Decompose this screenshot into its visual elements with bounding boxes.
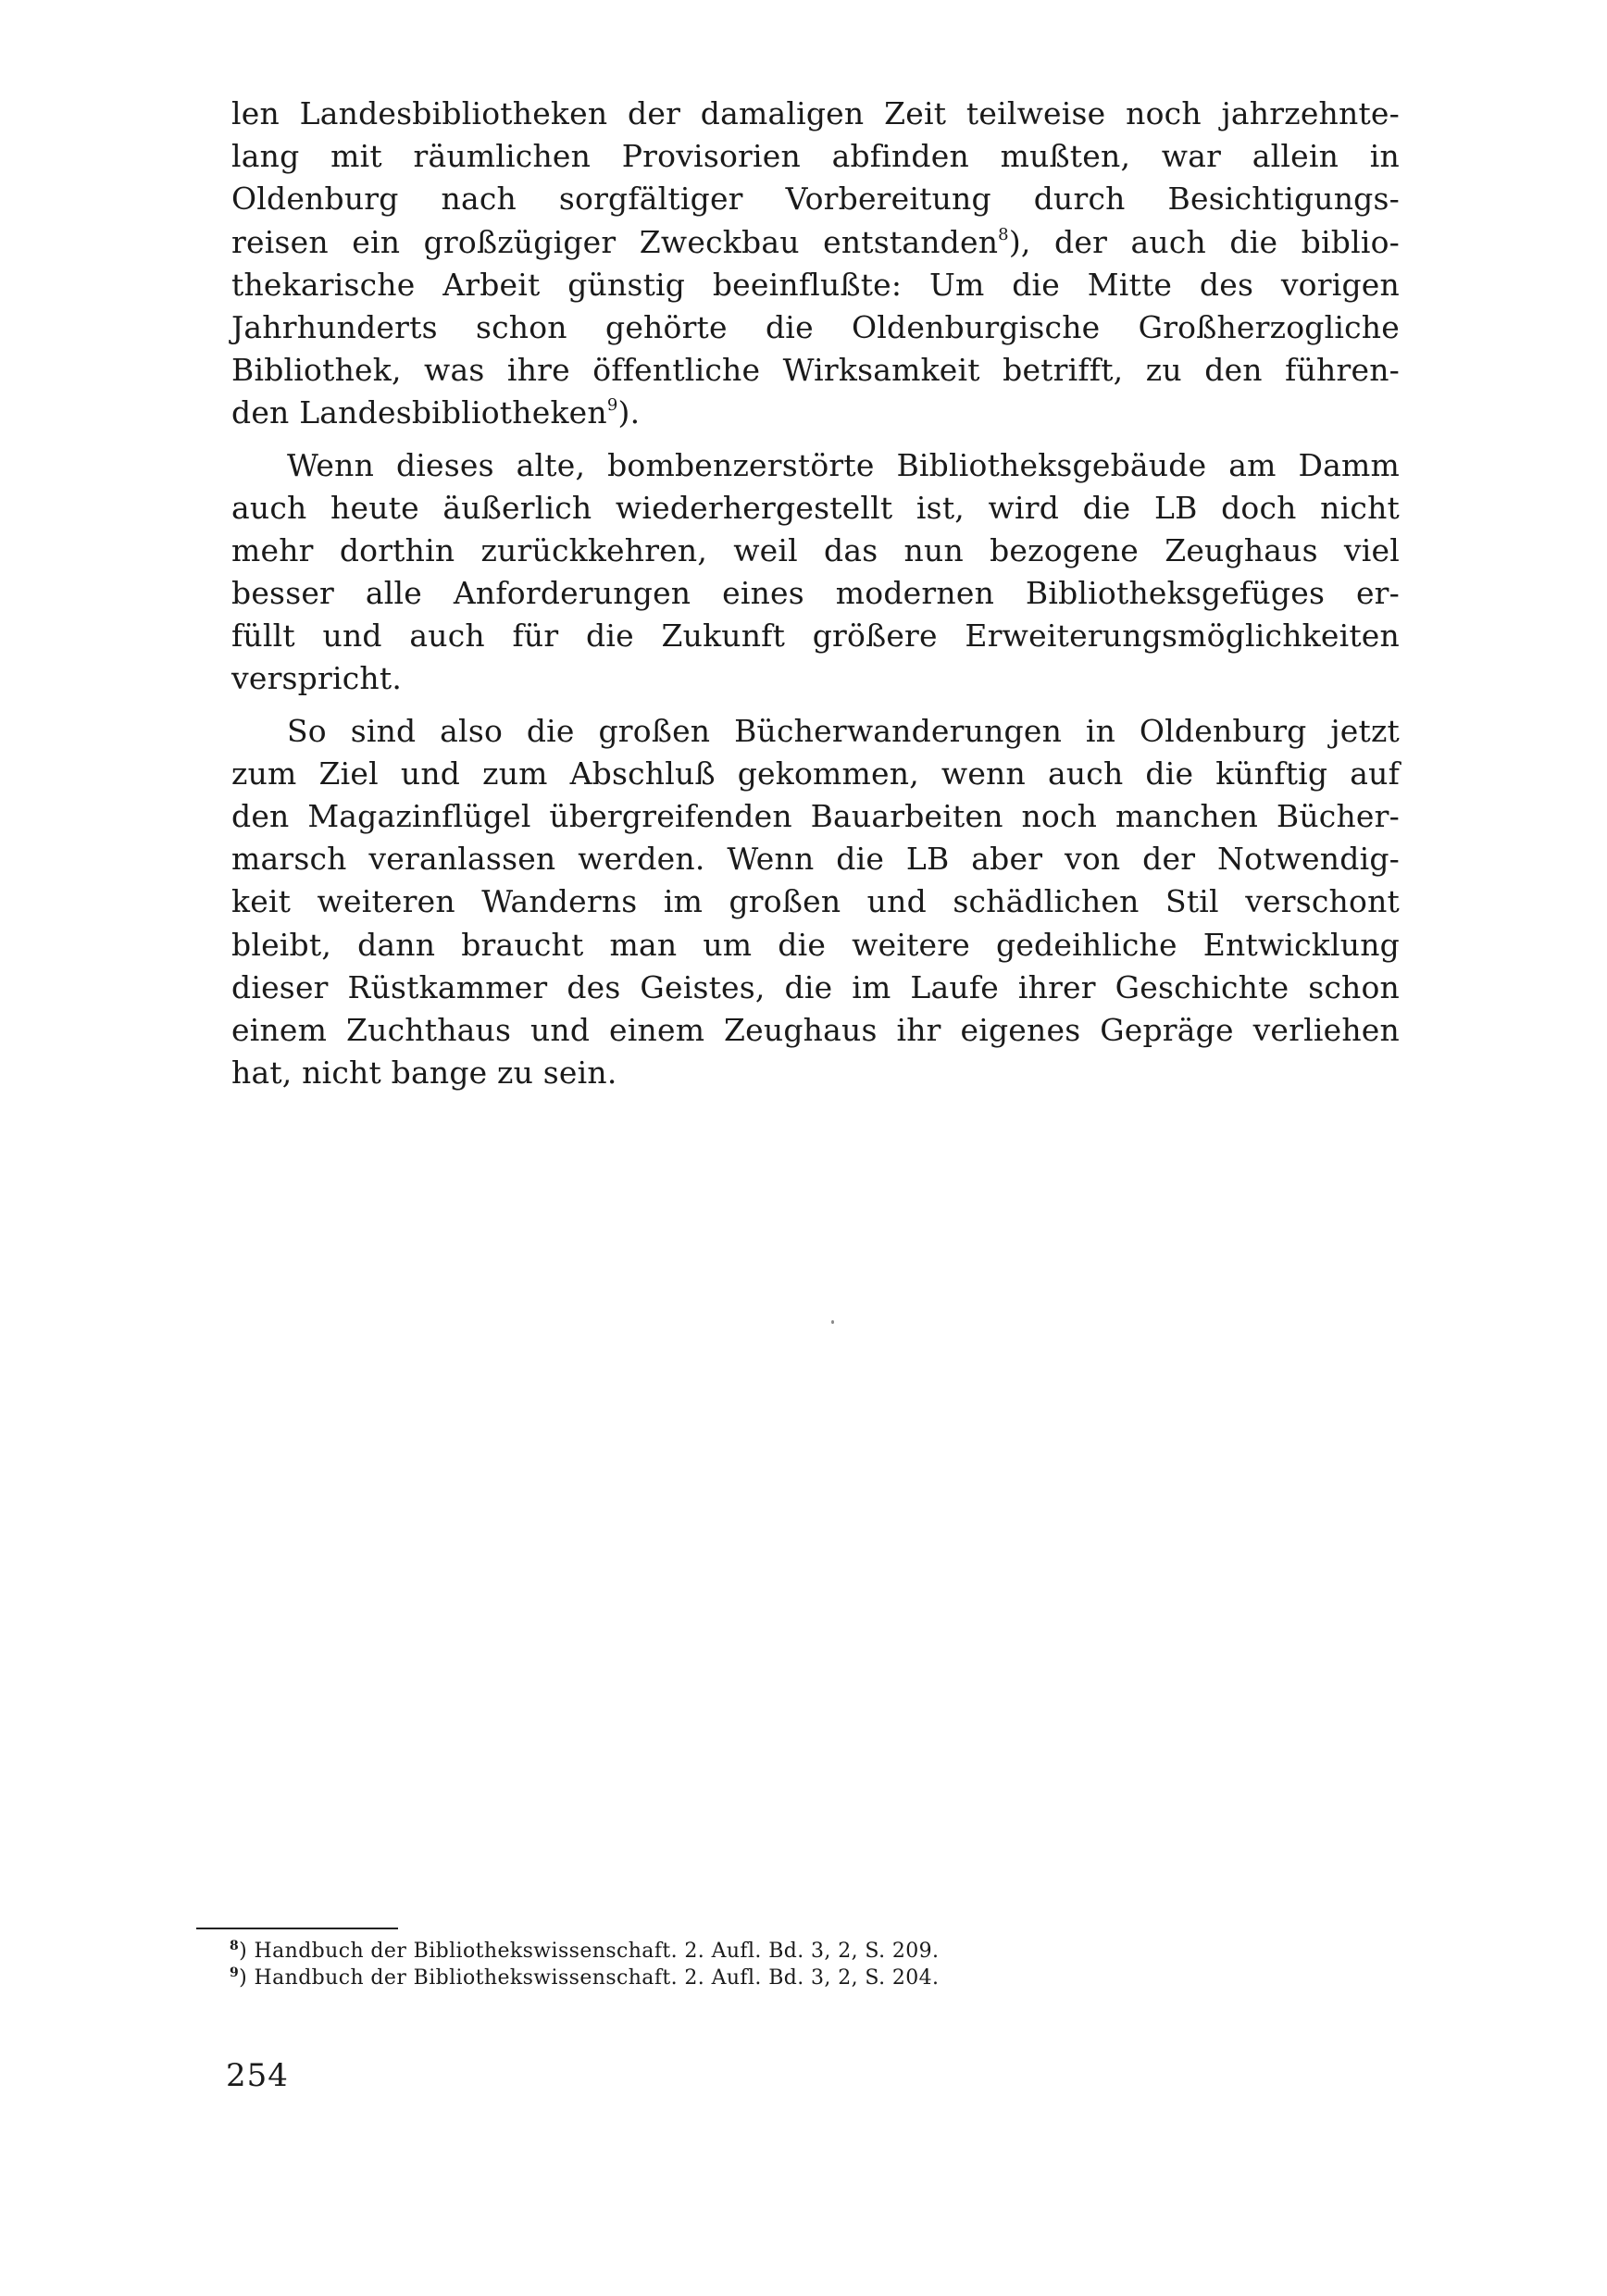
body-text xyxy=(231,93,1400,1104)
text-line: Wenn dieses alte, bombenzerstörte Bibliotheksgebäude am Damm xyxy=(287,446,1400,483)
print-speck xyxy=(831,1320,834,1324)
paragraph-2 xyxy=(231,444,1400,701)
text-line xyxy=(231,221,1400,264)
text-line: Oldenburg nach sorgfältiger Vorbereitung durch Besichtigungs- xyxy=(231,181,1400,218)
paragraph-3 xyxy=(231,710,1400,1095)
footnote-reference[interactable]: 8 xyxy=(998,224,1009,244)
text-segment: ). xyxy=(617,394,641,431)
text-line: dieser Rüstkammer des Geistes, die im Laufe ihrer Geschichte schon xyxy=(231,968,1400,1005)
text-line: Bibliothek, was ihre öffentliche Wirksamkeit betrifft, zu den führen- xyxy=(231,352,1400,389)
text-segment: den Landesbibliotheken xyxy=(231,394,607,431)
footnotes xyxy=(230,1938,1063,1991)
text-line: bleibt, dann braucht man um die weitere gedeihliche Entwicklung xyxy=(231,926,1400,963)
text-line: Jahrhunderts schon gehörte die Oldenburgische Großherzogliche xyxy=(231,308,1400,345)
text-line: füllt und auch für die Zukunft größere Erweiterungsmöglichkeiten xyxy=(231,618,1400,655)
text-line: len Landesbibliotheken der damaligen Zeit teilweise noch jahrzehnte- xyxy=(231,95,1400,131)
footnote-marker: 9 xyxy=(230,1965,240,1980)
text-segment: reisen ein großzügiger Zweckbau entstanden xyxy=(231,223,999,260)
text-line: keit weiteren Wanderns im großen und schädlichen Stil verschont xyxy=(231,883,1400,920)
paragraph-1 xyxy=(231,93,1400,435)
text-line: thekarische Arbeit günstig beeinflußte: Um die Mitte des vorigen xyxy=(231,266,1400,303)
text-line: So sind also die großen Bücherwanderungen in Oldenburg jetzt xyxy=(287,712,1400,749)
text-line: verspricht. xyxy=(231,660,403,697)
page-number: 254 xyxy=(226,2057,289,2094)
footnote-reference[interactable]: 9 xyxy=(606,395,618,416)
footnote-8 xyxy=(230,1938,1063,1965)
text-line: hat, nicht bange zu sein. xyxy=(231,1054,617,1092)
text-line: einem Zuchthaus und einem Zeughaus ihr eigenes Gepräge verliehen xyxy=(231,1011,1400,1048)
footnote-marker: 8 xyxy=(230,1939,240,1953)
footnote-divider xyxy=(196,1928,398,1929)
text-line: den Magazinflügel übergreifenden Bauarbeiten noch manchen Bücher- xyxy=(231,798,1400,834)
text-line: mehr dorthin zurückkehren, weil das nun bezogene Zeughaus viel xyxy=(231,531,1400,568)
text-line: lang mit räumlichen Provisorien abfinden mußten, war allein in xyxy=(231,138,1400,175)
text-line: marsch veranlassen werden. Wenn die LB aber von der Notwendig- xyxy=(231,841,1400,878)
text-segment: ), der auch die biblio- xyxy=(1008,223,1401,260)
footnote-text: ) Handbuch der Bibliothekswissenschaft. 2. Aufl. Bd. 3, 2, S. 204. xyxy=(239,1966,940,1990)
text-line: auch heute äußerlich wiederhergestellt ist, wird die LB doch nicht xyxy=(231,489,1400,526)
text-line: besser alle Anforderungen eines modernen Bibliotheksgefüges er- xyxy=(231,575,1400,612)
text-line: zum Ziel und zum Abschluß gekommen, wenn auch die künftig auf xyxy=(231,755,1400,792)
footnote-9 xyxy=(230,1965,1063,1991)
footnote-text: ) Handbuch der Bibliothekswissenschaft. 2. Aufl. Bd. 3, 2, S. 209. xyxy=(239,1940,940,1963)
text-line xyxy=(231,392,1400,434)
